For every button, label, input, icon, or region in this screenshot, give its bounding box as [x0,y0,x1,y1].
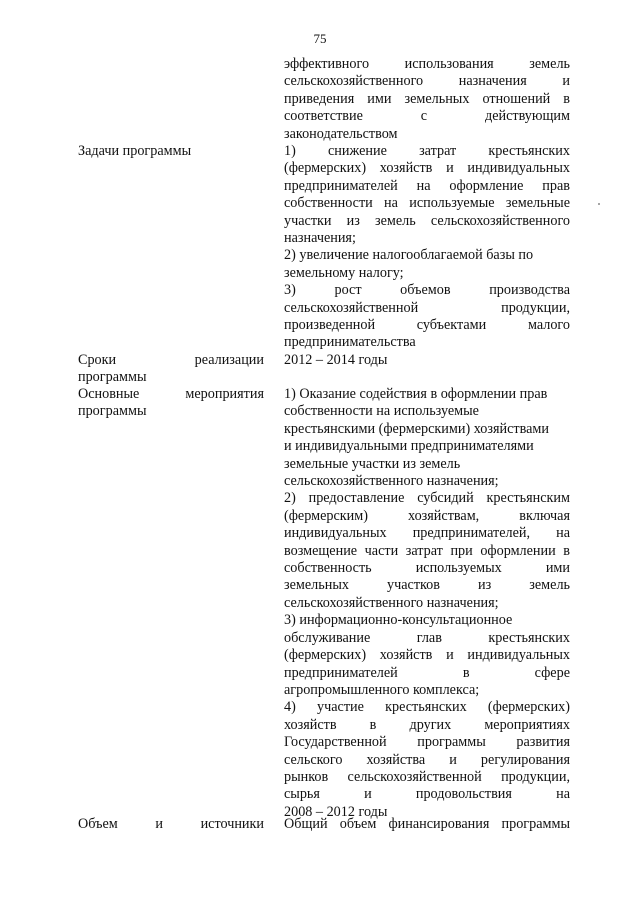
text-line: 1) Оказание содействия в оформлении прав [284,386,548,402]
text-line: крестьянскими (фермерскими) хозяйствами [284,420,549,437]
text-line: (фермерским) хозяйствам, включая [284,507,570,524]
row-label [78,143,264,160]
row-label [78,386,264,421]
text-line: собственности на используемые земельные [284,195,570,212]
text-line: сельскохозяйственного назначения и [284,73,570,90]
text-line: собственности на используемые [284,403,479,420]
scan-speck [598,203,600,205]
text-line: соответствие с действующим [284,108,570,125]
text-line: обслуживание глав крестьянских [284,629,570,646]
text-line: 2008 – 2012 годы [284,803,388,820]
text-line: 3) информационно-консультационное [284,612,513,629]
text-line: предпринимателей в сфере [284,664,570,681]
text-line: земельные участки из земель [284,455,461,472]
row-label [78,352,264,387]
row-value [284,386,570,821]
text-line: хозяйств в других мероприятиях [284,716,570,733]
row-value [284,352,570,369]
page-number: 75 [313,31,327,46]
text-line: Общий объем финансирования программы [284,816,570,832]
row-value [284,143,570,352]
text-line: Государственной программы развития [284,734,570,751]
text-line: участки из земель сельскохозяйственного [284,212,570,229]
label-line: Сроки реализации [78,352,264,368]
text-line: собственность используемых ими [284,560,570,577]
text-line: рынков сельскохозяйственной продукции, [284,768,570,785]
text-line: законодательством [284,125,398,142]
text-line: сырья и продовольствия на [284,786,570,803]
text-line: 4) участие крестьянских (фермерских) [284,699,570,716]
text-line: предпринимательства [284,334,416,351]
text-line: назначения; [284,230,356,247]
label-line: Задачи программы [78,143,192,159]
text-line: 2) увеличение налогооблагаемой базы по [284,247,534,264]
label-line: Основные мероприятия [78,386,264,402]
text-line: агропромышленного комплекса; [284,681,480,698]
text-line: земельных участков из земель [284,577,570,594]
text-line: сельскохозяйственной продукции, [284,299,570,316]
text-line: 1) снижение затрат крестьянских [284,143,570,159]
label-line: Объем и источники [78,816,264,832]
text-line: и индивидуальными предпринимателями [284,438,534,455]
text-line: индивидуальных предпринимателей, на [284,525,570,542]
text-line: (фермерских) хозяйств и индивидуальных [284,160,570,177]
text-line: эффективного использования земель [284,56,570,72]
text-line: (фермерских) хозяйств и индивидуальных [284,647,570,664]
label-line: программы [78,403,147,420]
text-line: произведенной субъектами малого [284,317,570,334]
label-line: программы [78,369,147,386]
text-line: сельскохозяйственного назначения; [284,473,499,490]
text-line: земельному налогу; [284,264,404,281]
row-label [78,816,264,833]
text-line: приведения ими земельных отношений в [284,90,570,107]
row-value [284,56,570,143]
text-line: 2) предоставление субсидий крестьянским [284,490,570,507]
text-line: 3) рост объемов производства [284,282,570,299]
text-line: возмещение части затрат при оформлении в [284,542,570,559]
text-line: предпринимателей на оформление прав [284,177,570,194]
row-value [284,816,570,833]
text-line: сельскохозяйственного назначения; [284,594,499,611]
text-line: 2012 – 2014 годы [284,352,388,368]
text-line: сельского хозяйства и регулирования [284,751,570,768]
